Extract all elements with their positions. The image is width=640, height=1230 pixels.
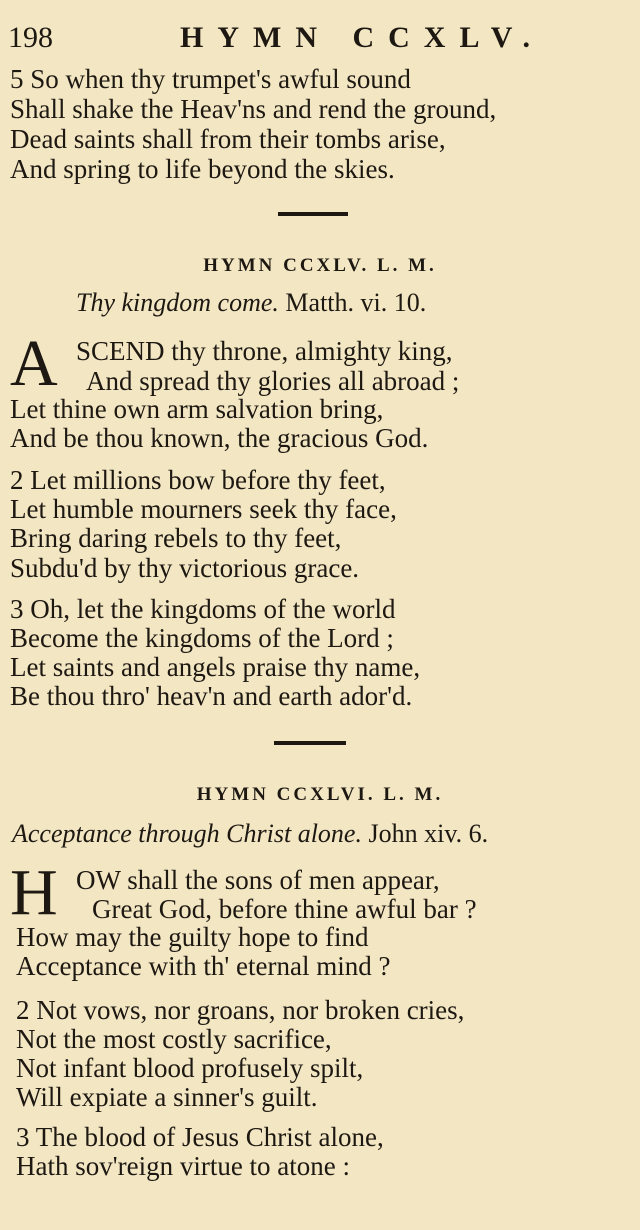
verse-line: How may the guilty hope to find [16,922,369,952]
scripture-reference: Matth. vi. 10. [285,288,427,317]
verse-line: 2 Let millions bow before thy feet, [10,465,386,495]
verse-line: 3 Oh, let the kingdoms of the world [10,594,396,624]
verse-line: Bring daring rebels to thy feet, [10,523,342,553]
drop-cap: A [10,327,58,400]
hymn-subject [12,819,488,849]
verse-line: OW shall the sons of men appear, [76,865,440,895]
scripture-reference: John xiv. 6. [368,819,489,848]
section-divider [278,212,348,216]
verse-line: Will expiate a sinner's guilt. [16,1082,318,1112]
verse-line: Subdu'd by thy victorious grace. [10,553,360,583]
subject-title: Thy kingdom come. [76,288,279,317]
verse-line: And spread thy glories all abroad ; [86,366,460,396]
verse-line: Be thou thro' heav'n and earth ador'd. [10,681,413,711]
verse-line: Let thine own arm salvation bring, [10,394,384,424]
verse-line: Let saints and angels praise thy name, [10,652,421,682]
verse-line: Not infant blood profusely spilt, [16,1053,364,1083]
verse-line: And be thou known, the gracious God. [10,423,429,453]
page-number: 198 [8,21,53,54]
verse-line: 2 Not vows, nor groans, nor broken cries, [16,995,465,1025]
verse-line: 3 The blood of Jesus Christ alone, [16,1122,384,1152]
verse-line: Great God, before thine awful bar ? [92,894,477,924]
hymn-heading: HYMN CCXLV. L. M. [203,255,437,276]
hymn-heading: HYMN CCXLVI. L. M. [196,784,444,805]
hymn-subject [76,288,426,318]
verse-line: Let humble mourners seek thy face, [10,494,397,524]
verse-line: Shall shake the Heav'ns and rend the ground, [10,94,497,124]
verse-line: Dead saints shall from their tombs arise, [10,124,446,154]
drop-cap: H [10,856,58,929]
verse-line: And spring to life beyond the skies. [10,154,395,184]
verse-line: Not the most costly sacrifice, [16,1024,332,1054]
verse-line: 5 So when thy trumpet's awful sound [10,64,411,94]
subject-title: Acceptance through Christ alone. [12,819,362,848]
verse-line: Hath sov'reign virtue to atone : [16,1151,351,1181]
running-head [8,20,632,56]
running-title: HYMN CCXLV. [180,21,545,54]
verse-line: Become the kingdoms of the Lord ; [10,623,394,653]
section-divider [274,741,346,745]
verse-line: SCEND thy throne, almighty king, [76,336,453,366]
verse-line: Acceptance with th' eternal mind ? [16,951,391,981]
